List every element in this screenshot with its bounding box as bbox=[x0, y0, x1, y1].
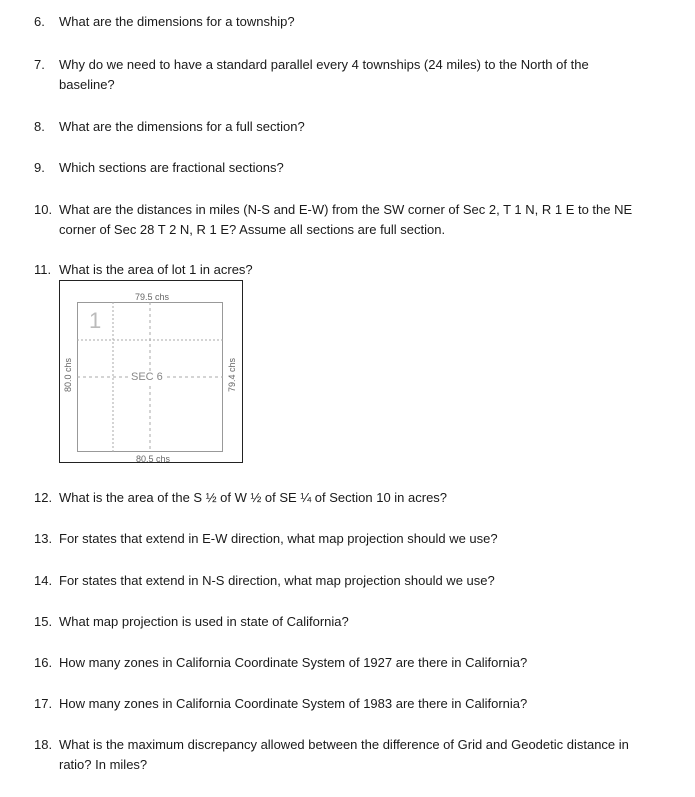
question-number: 6. bbox=[34, 14, 45, 29]
question-number: 8. bbox=[34, 119, 45, 134]
question-text: What are the dimensions for a township? bbox=[59, 14, 295, 29]
question-text: Why do we need to have a standard parallel every 4 townships (24 miles) to the North of the baseline? bbox=[59, 57, 589, 92]
question-text: What is the area of the S ½ of W ½ of SE ¼ of Section 10 in acres? bbox=[59, 490, 448, 505]
question-text: For states that extend in N-S direction, what map projection should we use? bbox=[59, 573, 495, 588]
section-label: SEC 6 bbox=[131, 371, 163, 383]
question-number: 18. bbox=[34, 737, 53, 752]
question-text: What are the distances in miles (N-S and E-W) from the SW corner of Sec 2, T 1 N, R 1 E to the NE corner of Sec 28 T 2 N, R 1 E? Assume all sections are full section. bbox=[59, 202, 633, 237]
question-number: 14. bbox=[34, 573, 53, 588]
question-number: 11. bbox=[34, 262, 52, 277]
question-number: 16. bbox=[34, 655, 53, 670]
question-number: 15. bbox=[34, 614, 53, 629]
question-text: How many zones in California Coordinate System of 1983 are there in California? bbox=[59, 696, 528, 711]
right-dimension-label: 79.4 chs bbox=[227, 357, 237, 393]
question-number: 17. bbox=[34, 696, 53, 711]
question-text: For states that extend in E-W direction, what map projection should we use? bbox=[59, 531, 498, 546]
left-dimension-label: 80.0 chs bbox=[63, 357, 73, 393]
question-18 bbox=[34, 735, 634, 775]
question-14 bbox=[34, 571, 634, 591]
question-text: What map projection is used in state of California? bbox=[59, 614, 349, 629]
lot-number-label: 1 bbox=[89, 308, 102, 333]
question-16 bbox=[34, 653, 634, 673]
bottom-dimension-label: 80.5 chs bbox=[136, 454, 171, 464]
question-number: 9. bbox=[34, 160, 45, 175]
question-number: 10. bbox=[34, 202, 53, 217]
question-15 bbox=[34, 612, 634, 632]
question-text: How many zones in California Coordinate System of 1927 are there in California? bbox=[59, 655, 528, 670]
question-number: 13. bbox=[34, 531, 53, 546]
top-dimension-label: 79.5 chs bbox=[135, 292, 170, 302]
question-text: What are the dimensions for a full section? bbox=[59, 119, 305, 134]
question-12 bbox=[34, 488, 634, 508]
question-text: What is the maximum discrepancy allowed between the difference of Grid and Geodetic distance in ratio? In miles? bbox=[59, 737, 629, 772]
question-text: What is the area of lot 1 in acres? bbox=[59, 262, 253, 277]
question-17 bbox=[34, 694, 634, 714]
question-number: 12. bbox=[34, 490, 53, 505]
question-text: Which sections are fractional sections? bbox=[59, 160, 284, 175]
question-13 bbox=[34, 529, 634, 549]
question-number: 7. bbox=[34, 57, 45, 72]
